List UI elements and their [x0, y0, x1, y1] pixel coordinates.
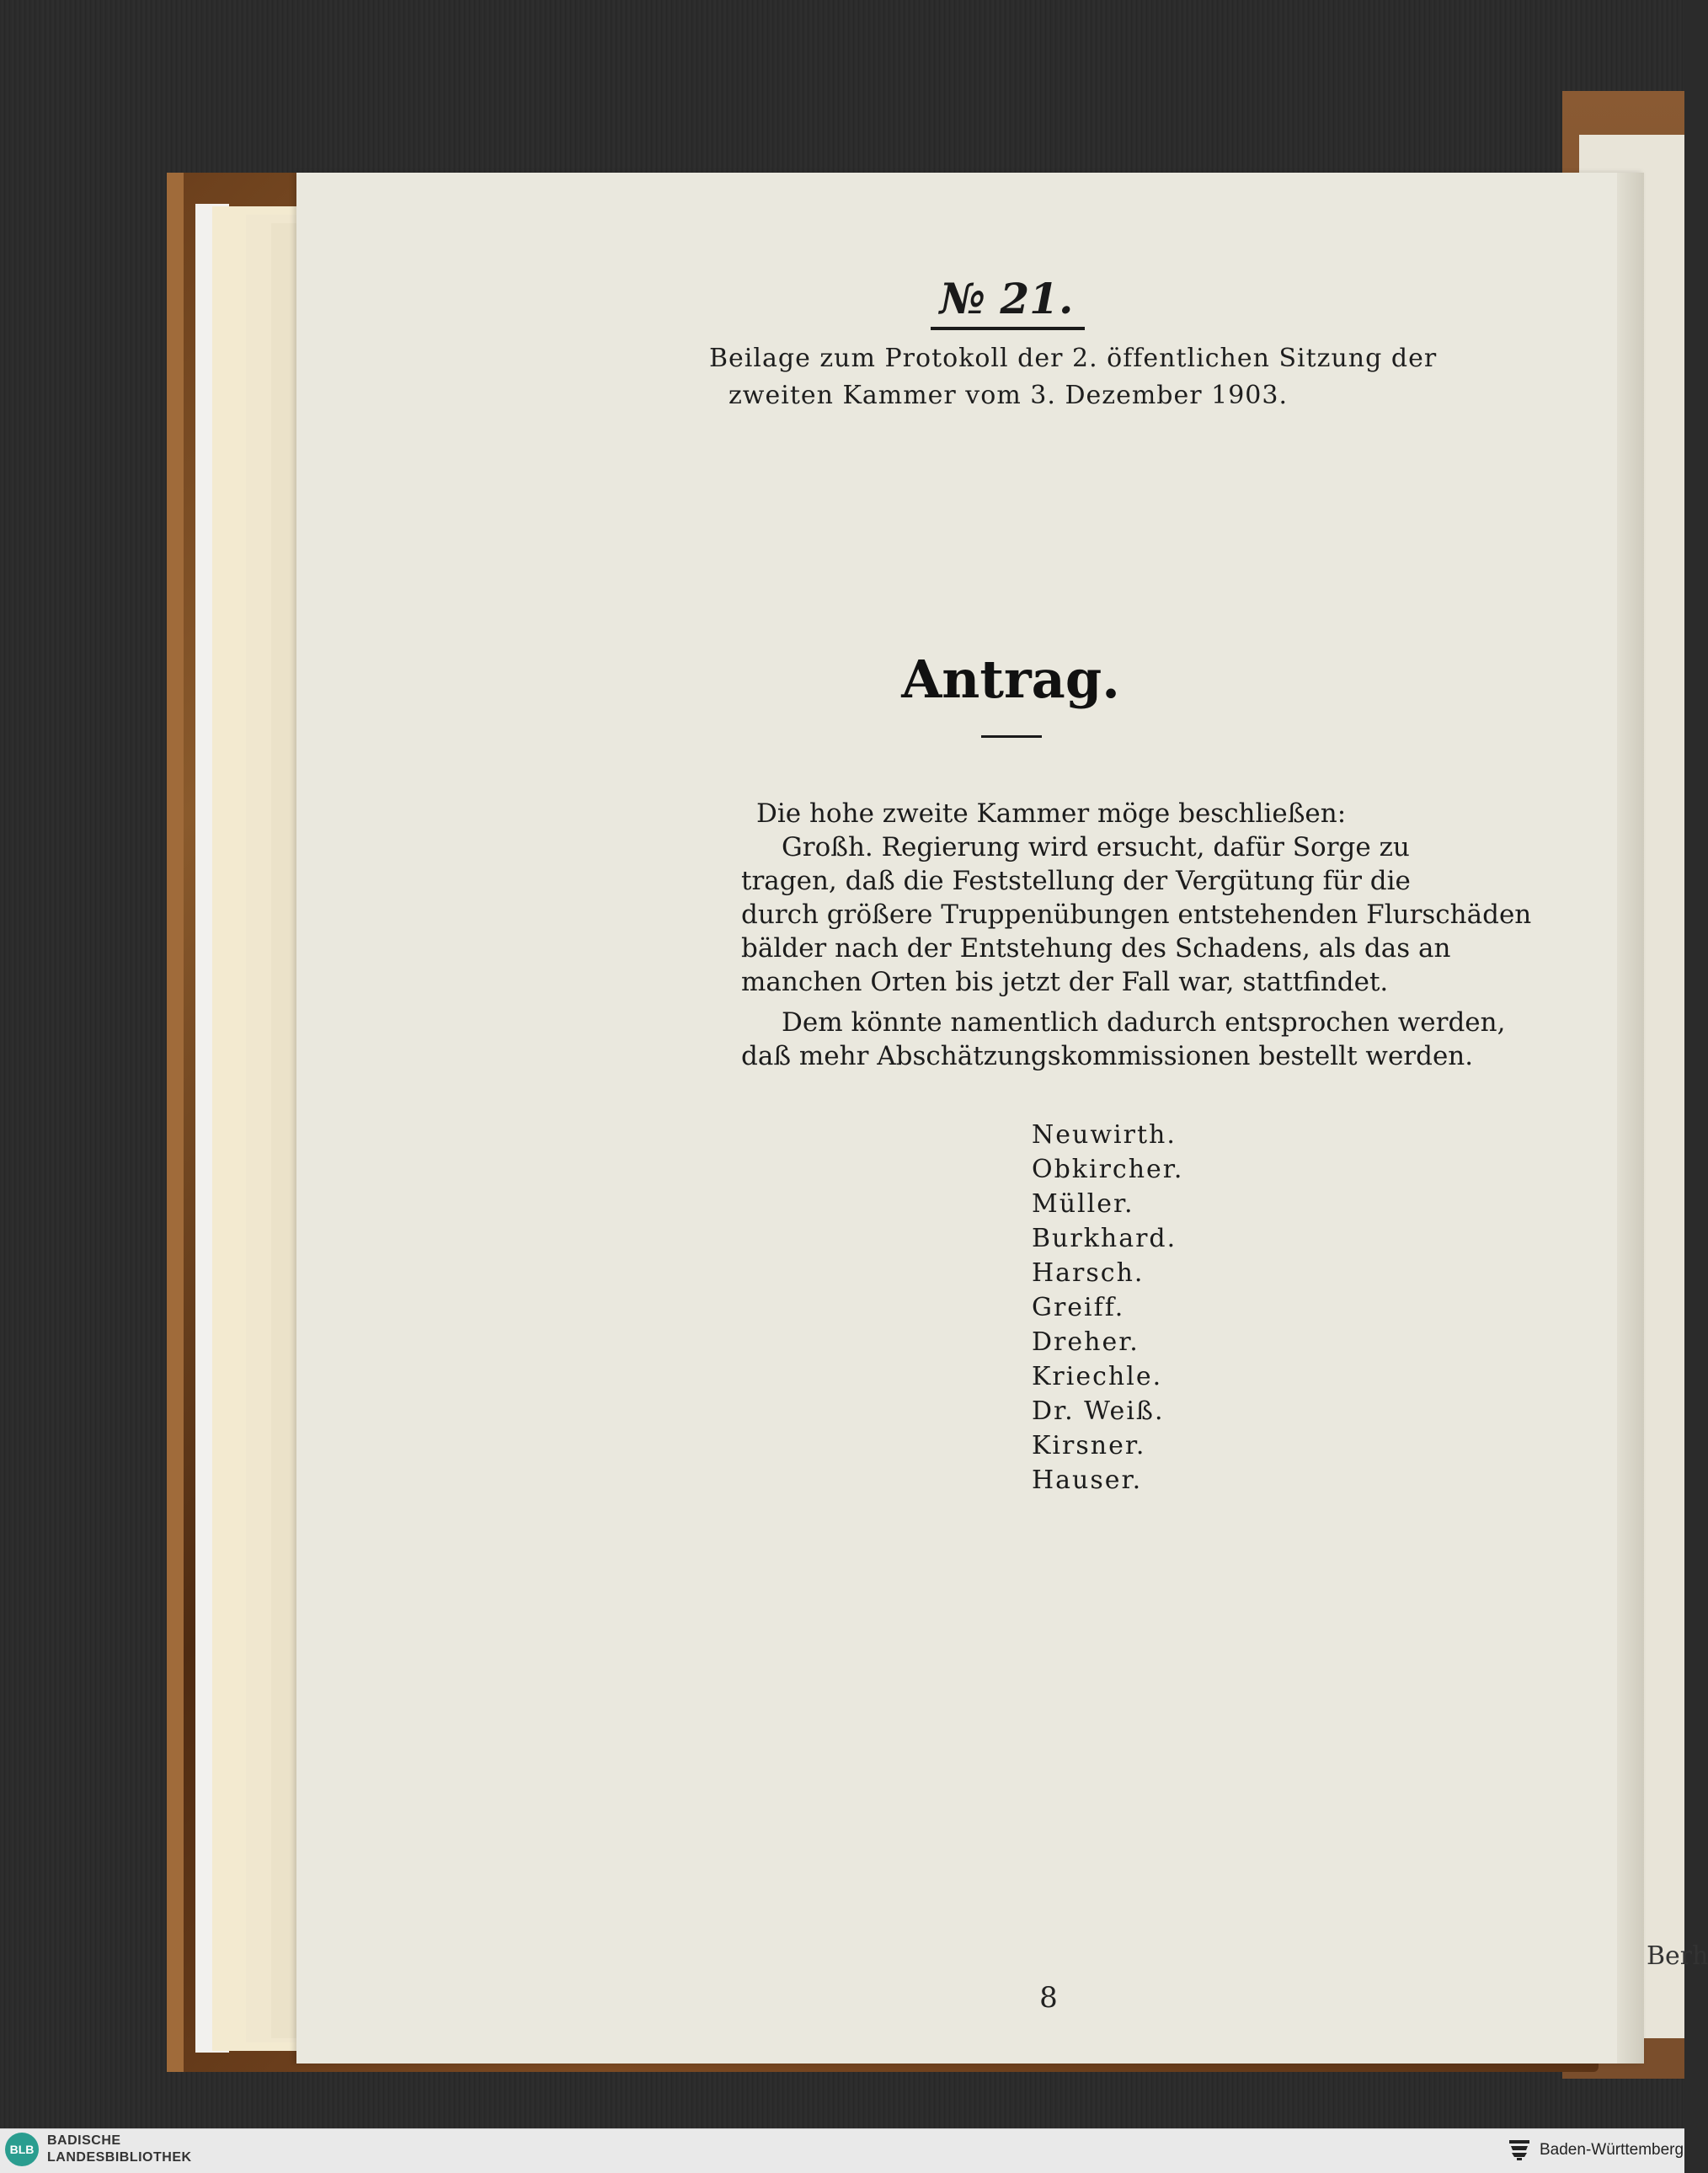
signatory-name: Greiff.	[1032, 1293, 1125, 1322]
document-number-underline	[931, 327, 1085, 330]
body-line: Dem könnte namentlich dadurch entsprochen werden,	[782, 1007, 1506, 1038]
baden-wuerttemberg-crest-icon	[1508, 2137, 1531, 2162]
page-gutter	[1617, 173, 1644, 2064]
document-page	[296, 173, 1644, 2064]
body-line: Die hohe zweite Kammer möge beschließen:	[756, 798, 1347, 829]
adjacent-page-edge-text: Berh	[1647, 1941, 1708, 1971]
document-number: № 21.	[939, 274, 1074, 323]
library-name-line-2: LANDESBIBLIOTHEK	[47, 2150, 192, 2165]
footer-bar	[0, 2128, 1684, 2173]
signatory-name: Obkircher.	[1032, 1155, 1184, 1184]
body-line: durch größere Truppenübungen entstehenden Flurschäden	[741, 900, 1532, 930]
subtitle-line-1: Beilage zum Protokoll der 2. öffentlichen Sitzung der	[709, 344, 1438, 373]
signatory-name: Hauser.	[1032, 1466, 1143, 1495]
body-line: Großh. Regierung wird ersucht, dafür Sorge zu	[782, 832, 1410, 862]
book-cover-edge	[167, 173, 184, 2072]
signatory-name: Harsch.	[1032, 1258, 1145, 1288]
body-line: daß mehr Abschätzungskommissionen bestellt werden.	[741, 1041, 1474, 1071]
body-line: manchen Orten bis jetzt der Fall war, stattfindet.	[741, 967, 1389, 997]
signatory-name: Neuwirth.	[1032, 1120, 1177, 1150]
page-number: 8	[1039, 1981, 1058, 2015]
document-heading: Antrag.	[901, 649, 1120, 710]
signatory-name: Kirsner.	[1032, 1431, 1146, 1460]
signatory-name: Burkhard.	[1032, 1224, 1177, 1253]
subtitle-line-2: zweiten Kammer vom 3. Dezember 1903.	[728, 381, 1288, 410]
signatory-name: Kriechle.	[1032, 1362, 1163, 1391]
signatory-name: Dr. Weiß.	[1032, 1396, 1165, 1426]
heading-rule	[981, 735, 1042, 738]
blb-logo-icon[interactable]: BLB	[5, 2133, 39, 2166]
library-name-line-1: BADISCHE	[47, 2133, 121, 2148]
signatory-name: Dreher.	[1032, 1327, 1140, 1357]
body-line: bälder nach der Entstehung des Schadens, als das an	[741, 933, 1451, 964]
body-line: tragen, daß die Feststellung der Vergütung für die	[741, 866, 1411, 896]
state-name: Baden-Württemberg	[1540, 2141, 1684, 2159]
signatory-name: Müller.	[1032, 1189, 1134, 1219]
